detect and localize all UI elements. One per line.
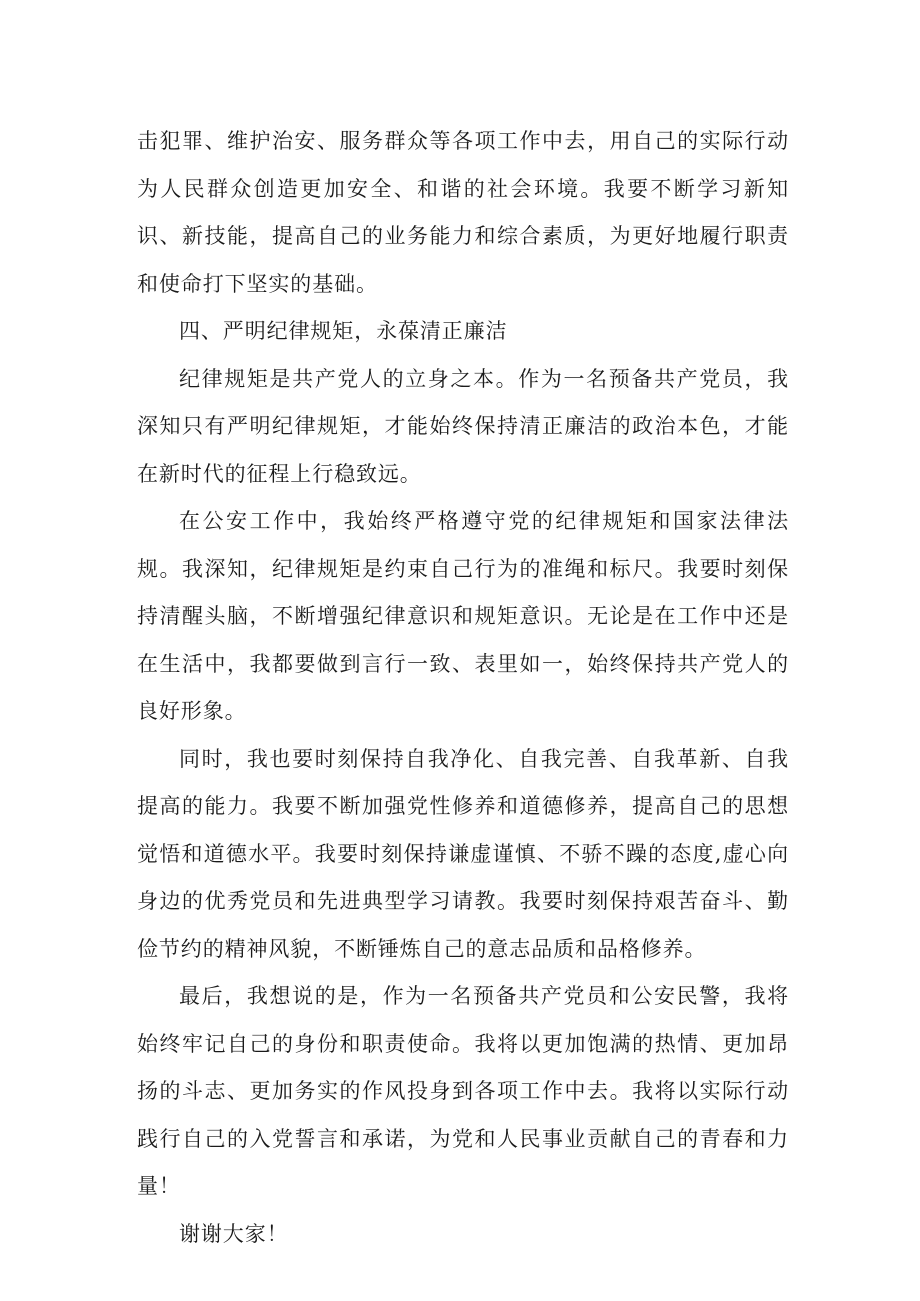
section-heading: 四、严明纪律规矩，永葆清正廉洁 bbox=[179, 319, 508, 343]
paragraph: 最后，我想说的是，作为一名预备共产党员和公安民警，我将始终牢记自己的身份和职责使命。我将以更加饱满的热情、更加昂扬的斗志、更加务实的作风投身到各项工作中去。我将以实际行动践行自己的入党誓言和承诺，为党和人民事业贡献自己的青春和力量！ bbox=[137, 984, 789, 1198]
document-body bbox=[137, 118, 789, 1258]
paragraph: 同时，我也要时刻保持自我净化、自我完善、自我革新、自我提高的能力。我要不断加强党性修养和道德修养，提高自己的思想觉悟和道德水平。我要时刻保持谦虚谨慎、不骄不躁的态度,虚心向身边的优秀党员和先进典型学习请教。我要时刻保持艰苦奋斗、勤俭节约的精神风貌，不断锤炼自己的意志品质和品格修养。 bbox=[137, 746, 789, 961]
paragraph: 在公安工作中，我始终严格遵守党的纪律规矩和国家法律法规。我深知，纪律规矩是约束自己行为的准绳和标尺。我要时刻保持清醒头脑，不断增强纪律意识和规矩意识。无论是在工作中还是在生活中，我都要做到言行一致、表里如一，始终保持共产党人的良好形象。 bbox=[137, 509, 789, 723]
paragraph: 纪律规矩是共产党人的立身之本。作为一名预备共产党员，我深知只有严明纪律规矩，才能始终保持清正廉洁的政治本色，才能在新时代的征程上行稳致远。 bbox=[137, 366, 789, 486]
closing-line: 谢谢大家！ bbox=[179, 1221, 289, 1246]
paragraph-continuation: 击犯罪、维护治安、服务群众等各项工作中去，用自己的实际行动为人民群众创造更加安全、和谐的社会环境。我要不断学习新知识、新技能，提高自己的业务能力和综合素质，为更好地履行职责和使命打下坚实的基础。 bbox=[137, 129, 789, 296]
